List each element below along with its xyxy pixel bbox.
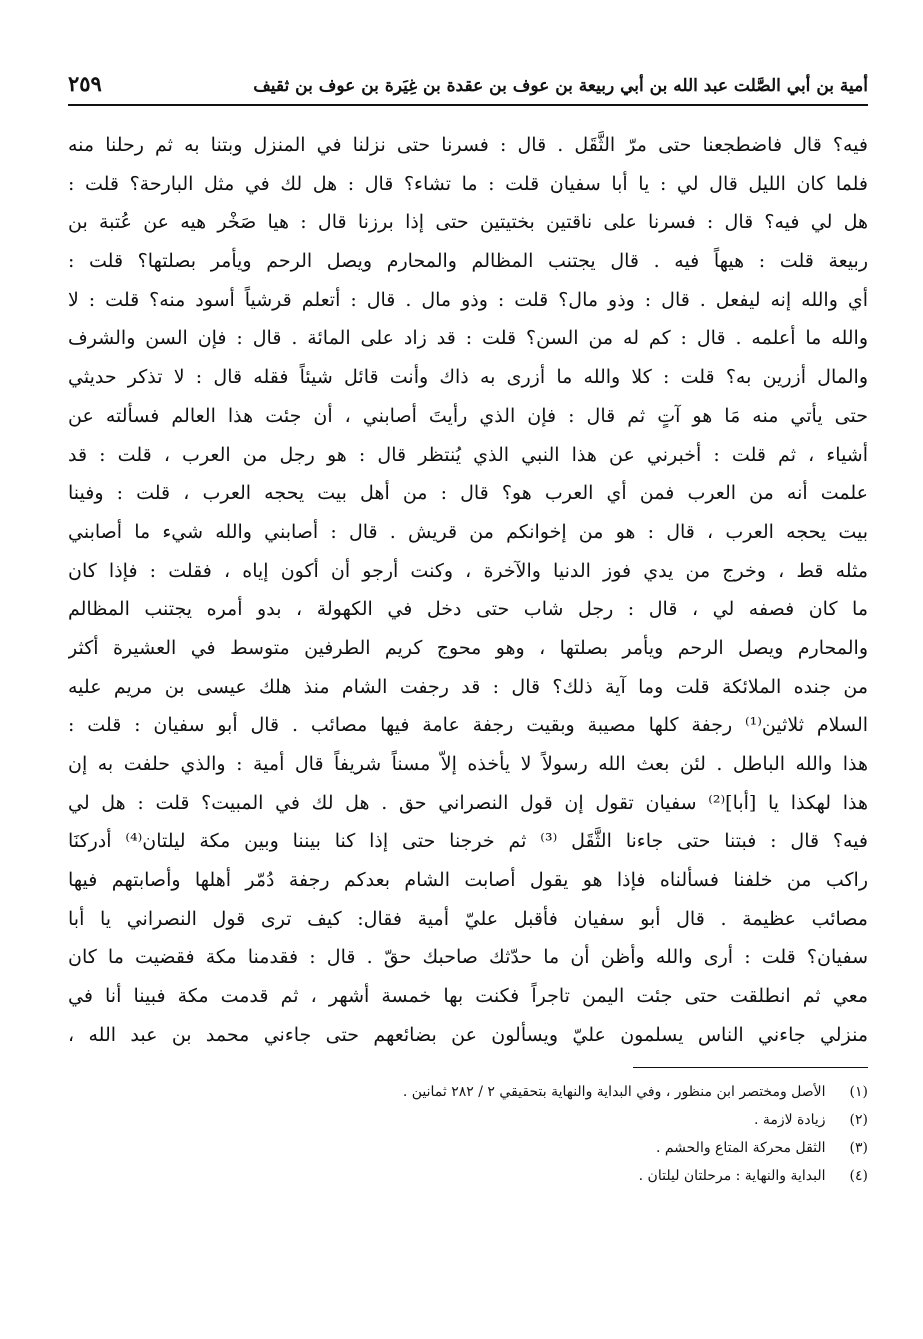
text-line: معي ثم انطلقت حتى جئت اليمن تاجراً فكنت بها خمسة أشهر ، ثم قدمت مكة فبينا أنا في <box>68 985 868 1008</box>
text-line: منزلي جاءني الناس يسلمون عليّ ويسألون عن بضائعهم حتى جاءني محمد بن عبد الله ، <box>68 1023 868 1046</box>
text-line: بيت يحجه العرب ، قال : هو من إخوانكم من قريش . قال : أصابني والله شيء ما أصابني <box>68 520 868 543</box>
footnote <box>68 1162 868 1190</box>
text-line: ما كان فصفه لي ، قال : رجل شاب حتى دخل في الكهولة ، بدو أمره يجتنب المظالم <box>68 598 868 621</box>
footnote <box>68 1106 868 1134</box>
footnote-number: (٤) <box>849 1167 868 1184</box>
footnote-number: (٣) <box>849 1139 868 1156</box>
text-line: والمحارم ويصل الرحم ويأمر بصلتها ، وهو محوج كريم الطرفين متوسط في العشيرة أكثر <box>68 636 868 659</box>
text-line: والله ما أعلمه . قال : كم له من السن؟ قلت : قد زاد على المائة . قال : فإن السن والشرف <box>68 327 868 350</box>
footnote <box>68 1078 868 1106</box>
text-line: هذا والله الباطل . لئن بعث الله رسولاً لا يأخذه إلاّ مسناً شريفاً قال أمية : والذي حلفت به إن <box>68 753 868 775</box>
footnote <box>68 1134 868 1162</box>
page-number: ٢٥٩ <box>68 71 102 96</box>
text-line: حتى يأتي منه مَا هو آتٍ ثم قال : فإن الذي رأيتَ أصابني ، أن جئت هذا العالم فسألته عن <box>68 404 868 427</box>
text-line: سفيان؟ قلت : أرى والله وأظن أن ما حدّثك صاحبك حقّ . قال : فقدمنا مكة فقضيت ما كان <box>68 946 868 969</box>
text-line: أي والله إنه ليفعل . قال : وذو مال؟ قلت : وذو مال . قال : أتعلم قرشياً أسود منه؟ قلت : لا <box>68 288 868 311</box>
text-line: والمال أزرين به؟ قلت : كلا والله ما أزرى به ذاك وأنت قائل شيئاً فقله قال : لا تذكر حديثي <box>68 366 868 389</box>
text-line: علمت أنه من العرب فمن أي العرب هو؟ قال : من أهل بيت يحجه العرب ، قلت : وفينا <box>68 482 868 505</box>
body-text <box>68 126 868 1055</box>
footnote-number: (٢) <box>849 1111 868 1128</box>
footnote-text: البداية والنهاية : مرحلتان ليلتان . <box>638 1167 826 1184</box>
footnotes <box>68 1078 868 1190</box>
footnote-separator <box>633 1067 868 1068</box>
text-line: هذا لهكذا يا [أبا]⁽²⁾ سفيان تقول إن قول النصراني حق . هل لك في المبيت؟ قلت : هل لي <box>68 791 868 814</box>
footnote-text: زيادة لازمة . <box>753 1111 826 1128</box>
text-line: فيه؟ قال فاضطجعنا حتى مرّ الثَّقَل . قال : فسرنا حتى نزلنا في المنزل وبتنا به ثم رحلنا منه <box>68 134 868 156</box>
footnote-number: (١) <box>849 1083 868 1100</box>
text-line: هل لي فيه؟ قال : فسرنا على ناقتين بختيتين حتى إذا برزنا قال : هيا صَخْر هيه عن عُتبة بن <box>68 211 868 234</box>
text-line: مصائب عظيمة . قال أبو سفيان فأقبل عليّ أمية فقال: كيف ترى قول النصراني يا أبا <box>68 907 868 930</box>
text-line: من جنده الملائكة قلت وما آية ذلك؟ قال : قد رجفت الشام منذ هلك عيسى بن مريم عليه <box>68 675 868 698</box>
running-title: أمية بن أبي الصَّلت عبد الله بن أبي ربيعة بن عوف بن عقدة بن غِيَرة بن عوف بن ثقيف <box>253 76 868 96</box>
text-line: مثله قط ، وخرج من يدي فوز الدنيا والآخرة ، وكنت أرجو أن أكون إياه ، فقلت : فإذا كان <box>68 559 868 582</box>
text-line: راكب من خلفنا فسألناه فإذا هو يقول أصابت الشام بعدكم رجفة دُمّر أهلها وأصابتهم فيها <box>68 869 868 892</box>
text-line: أشياء ، ثم قلت : أخبرني عن هذا النبي الذي يُنتظر قال : هو رجل من العرب ، قلت : قد <box>68 443 868 466</box>
text-line: السلام ثلاثين⁽¹⁾ رجفة كلها مصيبة وبقيت رجفة عامة فيها مصائب . قال أبو سفيان : قلت : <box>68 714 868 737</box>
text-line: فيه؟ قال : فبتنا حتى جاءنا الثَّقَل ⁽³⁾ ثم خرجنا حتى إذا كنا بيننا وبين مكة ليلتان⁽⁴⁾ أدركنَا <box>68 830 868 853</box>
text-line: فلما كان الليل قال لي : يا أبا سفيان قلت : ما تشاء؟ قال : هل لك في مثل البارحة؟ قلت : <box>68 172 868 195</box>
text-line: ربيعة قلت : هيهاً فيه . قال يجتنب المظالم والمحارم ويصل الرحم ويأمر بصلتها؟ قلت : <box>68 250 868 273</box>
footnote-text: الثقل محركة المتاع والحشم . <box>655 1139 826 1156</box>
page-header <box>68 60 868 106</box>
footnote-text: الأصل ومختصر ابن منظور ، وفي البداية والنهاية بتحقيقي ٢ / ٢٨٢ ثمانين . <box>402 1083 826 1100</box>
